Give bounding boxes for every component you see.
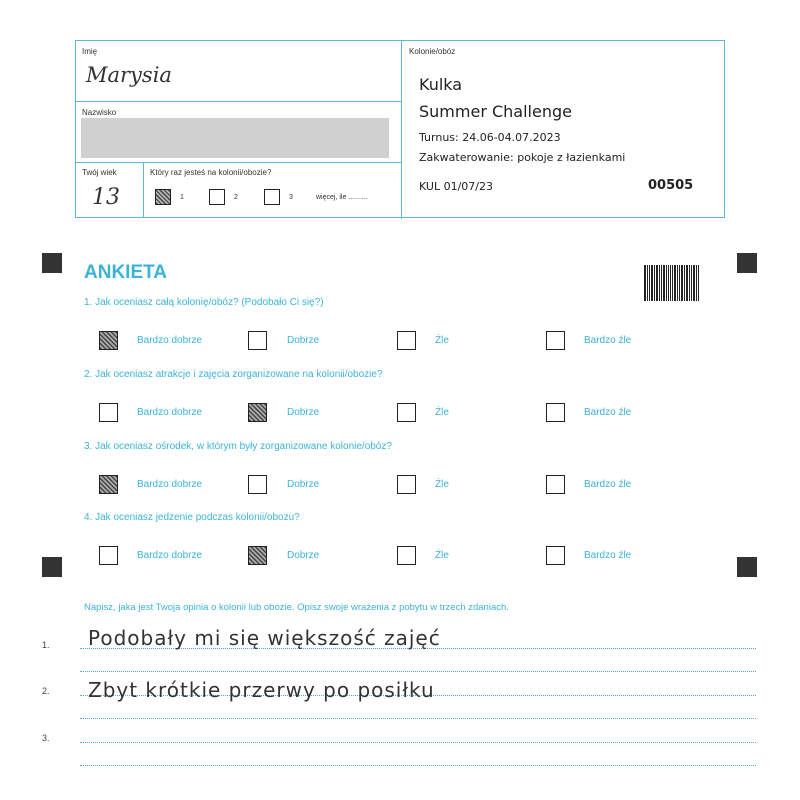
question-4-checkbox-4[interactable] — [546, 546, 565, 565]
times-more: więcej, ile .......... — [316, 194, 368, 201]
opinion-prompt: Napisz, jaka jest Twoja opinia o kolonii lub obozie. Opisz swoje wrażenia z pobytu w trzech zdaniach. — [84, 602, 509, 613]
question-3-checkbox-1[interactable] — [99, 475, 118, 494]
line-number-3: 3. — [42, 733, 50, 743]
line-number-2: 2. — [42, 686, 50, 696]
answer-line-3 — [80, 742, 756, 743]
question-3-option-3-label: Źle — [435, 479, 449, 490]
question-2-text: 2. Jak oceniasz atrakcje i zajęcia zorganizowane na kolonii/obozie? — [84, 369, 383, 380]
question-4-checkbox-1[interactable] — [99, 546, 118, 565]
question-4-checkbox-2[interactable] — [248, 546, 267, 565]
question-2-checkbox-3[interactable] — [397, 403, 416, 422]
header-form — [75, 40, 725, 218]
answer-line-1b — [80, 671, 756, 672]
question-2-checkbox-2[interactable] — [248, 403, 267, 422]
question-4-text: 4. Jak oceniasz jedzenie podczas kolonii/obozu? — [84, 512, 300, 523]
question-2-option-2-label: Dobrze — [287, 407, 320, 418]
line-number-1: 1. — [42, 640, 50, 650]
camp-program: Summer Challenge — [419, 102, 572, 121]
registration-marker-bottom-left — [42, 557, 62, 577]
question-2-checkbox-4[interactable] — [546, 403, 565, 422]
question-4-option-4-label: Bardzo źle — [584, 550, 632, 561]
times-checkbox-3[interactable] — [264, 189, 280, 205]
times-option-3: 3 — [289, 194, 293, 201]
question-1-option-4-label: Bardzo źle — [584, 335, 632, 346]
camp-name: Kulka — [419, 75, 463, 94]
question-3-checkbox-2[interactable] — [248, 475, 267, 494]
camp-label: Kolonie/obóz — [409, 47, 456, 56]
registration-marker-bottom-right — [737, 557, 757, 577]
registration-marker-top-left — [42, 253, 62, 273]
question-4-option-1-label: Bardzo dobrze — [137, 550, 203, 561]
name-label: Imię — [82, 47, 98, 56]
question-4-option-2-label: Dobrze — [287, 550, 320, 561]
accommodation: Zakwaterowanie: pokoje z łazienkami — [419, 151, 626, 164]
question-3-checkbox-4[interactable] — [546, 475, 565, 494]
redacted-surname — [81, 118, 389, 158]
name-value: Marysia — [86, 63, 172, 87]
answer-text-2: Zbyt krótkie przerwy po posiłku — [88, 678, 435, 702]
registration-marker-top-right — [737, 253, 757, 273]
age-label: Twój wiek — [82, 168, 117, 177]
question-1-checkbox-4[interactable] — [546, 331, 565, 350]
camp-code: KUL 01/07/23 — [419, 180, 493, 193]
survey-title: ANKIETA — [84, 262, 168, 283]
question-2-option-1-label: Bardzo dobrze — [137, 407, 203, 418]
question-3-checkbox-3[interactable] — [397, 475, 416, 494]
surname-label: Nazwisko — [82, 108, 117, 117]
turnus: Turnus: 24.06-04.07.2023 — [419, 131, 561, 144]
times-option-1: 1 — [180, 194, 184, 201]
question-2-option-4-label: Bardzo źle — [584, 407, 632, 418]
question-2-option-3-label: Źle — [435, 407, 449, 418]
times-checkbox-2[interactable] — [209, 189, 225, 205]
question-1-option-1-label: Bardzo dobrze — [137, 335, 203, 346]
barcode — [644, 265, 700, 301]
question-3-text: 3. Jak oceniasz ośrodek, w którym były zorganizowane kolonie/obóz? — [84, 441, 392, 452]
question-4-option-3-label: Źle — [435, 550, 449, 561]
question-1-text: 1. Jak oceniasz całą kolonię/obóz? (Podobało Ci się?) — [84, 297, 324, 308]
question-3-option-2-label: Dobrze — [287, 479, 320, 490]
answer-line-2b — [80, 718, 756, 719]
form-number: 00505 — [648, 178, 694, 193]
answer-text-1: Podobały mi się większość zajęć — [88, 626, 441, 650]
age-value: 13 — [92, 185, 120, 210]
times-checkbox-1[interactable] — [155, 189, 171, 205]
question-3-option-4-label: Bardzo źle — [584, 479, 632, 490]
times-label: Który raz jesteś na kolonii/obozie? — [150, 168, 272, 177]
question-2-checkbox-1[interactable] — [99, 403, 118, 422]
question-1-checkbox-2[interactable] — [248, 331, 267, 350]
question-1-option-2-label: Dobrze — [287, 335, 320, 346]
question-3-option-1-label: Bardzo dobrze — [137, 479, 203, 490]
question-1-option-3-label: Źle — [435, 335, 449, 346]
answer-line-3b — [80, 765, 756, 766]
times-option-2: 2 — [234, 194, 238, 201]
question-4-checkbox-3[interactable] — [397, 546, 416, 565]
question-1-checkbox-1[interactable] — [99, 331, 118, 350]
question-1-checkbox-3[interactable] — [397, 331, 416, 350]
